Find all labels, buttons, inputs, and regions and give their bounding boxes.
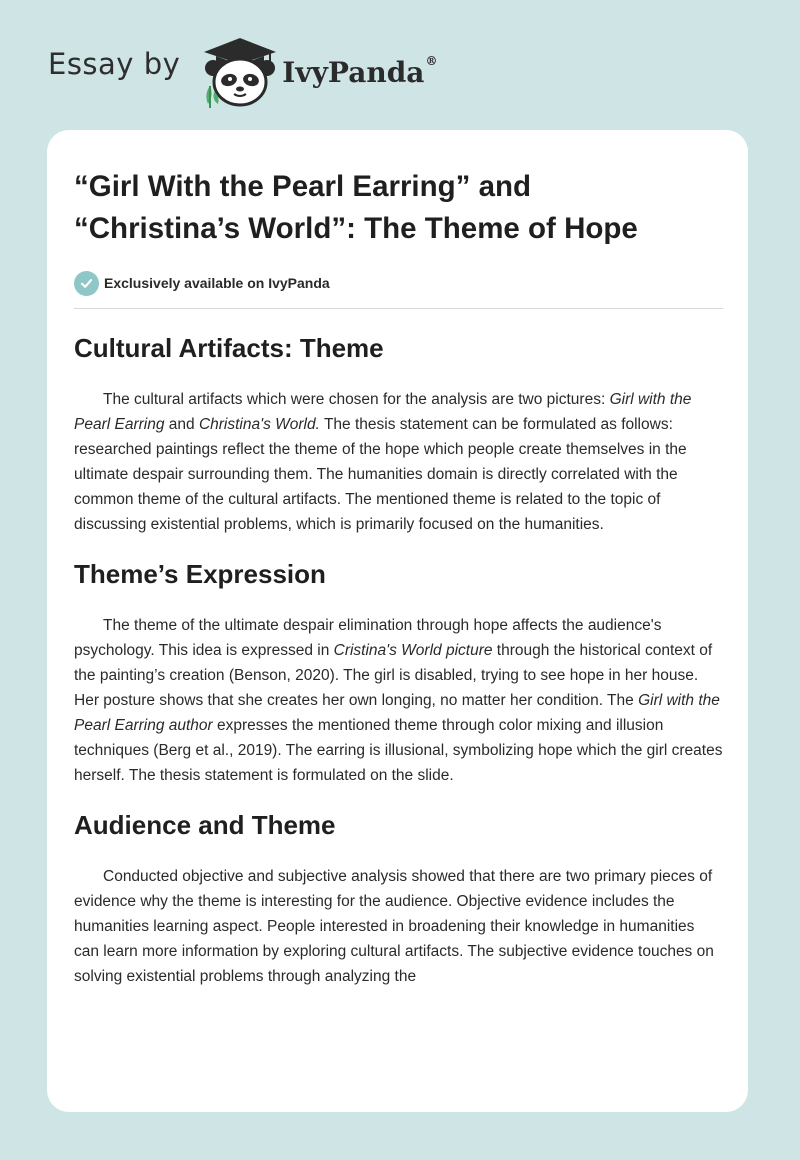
panda-logo-icon	[196, 30, 276, 110]
registered-mark: ®	[425, 53, 438, 68]
section-theme-expression	[74, 557, 722, 788]
text-run: The thesis statement can be formulated as follows: researched paintings reflect the theme of the hope which people create themselves in the ultimate despair surrounding them. The humanities domain is directly correlated with the common theme of the cultural artifacts. The mentioned theme is related to the topic of discussing existential problems, which is primarily focused on the humanities.	[74, 416, 687, 533]
artwork-title: Girl with the Pearl Earring author	[74, 692, 720, 734]
artwork-title: Girl with the Pearl Earring	[74, 391, 692, 433]
brand-name-text: IvyPanda	[282, 55, 425, 89]
brand-prefix: Essay by	[48, 47, 181, 81]
artwork-title: Cristina's World picture	[333, 642, 493, 659]
essay-card	[47, 130, 748, 1112]
section-paragraph	[74, 864, 723, 989]
section-cultural-artifacts	[74, 331, 722, 537]
section-audience-theme	[74, 808, 722, 989]
essay-title: “Girl With the Pearl Earring” and “Christina’s World”: The Theme of Hope	[74, 170, 638, 245]
brand-name	[282, 53, 438, 89]
text-run: The theme of the ultimate despair elimination through hope affects the audience's psychology. This idea is expressed in	[74, 617, 662, 659]
text-run: Conducted objective and subjective analysis showed that there are two primary pieces of evidence why the theme is interesting for the audience. Objective evidence includes the humanities learning aspect. People interested in broadening their knowledge in humanities can learn more information by exploring cultural artifacts. The subjective evidence touches on solving existential problems through analyzing the	[74, 868, 714, 985]
exclusive-badge	[74, 270, 722, 296]
site-brand[interactable]	[48, 30, 437, 110]
exclusive-label: Exclusively available on IvyPanda	[104, 275, 330, 291]
text-run: The cultural artifacts which were chosen for the analysis are two pictures:	[103, 391, 610, 408]
section-heading: Audience and Theme	[74, 810, 336, 840]
divider	[74, 308, 723, 309]
section-heading: Cultural Artifacts: Theme	[74, 333, 384, 363]
text-run: expresses the mentioned theme through color mixing and illusion techniques (Berg et al., 2019). The earring is illusional, symbolizing hope which the girl creates herself. The thesis statement is formulated on the slide.	[74, 717, 723, 784]
text-run: through the historical context of the painting’s creation (Benson, 2020). The girl is disabled, trying to see hope in her house. Her posture shows that she creates her own longing, no matter her condition. The	[74, 642, 713, 709]
section-paragraph	[74, 613, 723, 788]
section-heading: Theme’s Expression	[74, 559, 326, 589]
section-paragraph	[74, 387, 723, 537]
check-badge-icon	[74, 271, 99, 296]
text-run: and	[164, 416, 199, 433]
artwork-title: Christina's World.	[198, 416, 320, 433]
